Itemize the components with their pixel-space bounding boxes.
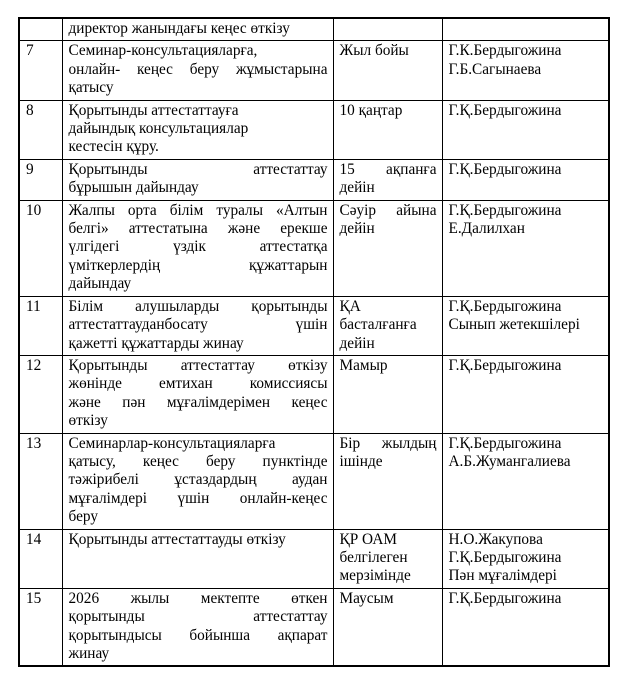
text-line: басталғанға [339, 316, 417, 334]
text-line: белгі» аттестатына және ерекше [68, 220, 328, 238]
row-number-cell: 11 [19, 296, 62, 355]
text-line: дайындау [68, 275, 132, 293]
text-line: Г.Қ.Бердыгожина [448, 434, 562, 452]
text-line: Г.Қ.Бердыгожина [448, 101, 562, 119]
text-line: беру [68, 508, 98, 526]
responsible-persons-cell [442, 41, 609, 100]
text-line: Жалпы орта білім туралы «Алтын [68, 201, 328, 219]
text-line: Пән мұғалімдері [448, 567, 557, 585]
row-number-cell: 15 [19, 588, 62, 666]
text-line: директор жанындағы кеңес өткізу [68, 20, 290, 37]
text-line: Жыл бойы [339, 42, 409, 60]
text-line: дайындық консультациялар [68, 120, 249, 138]
text-line: 10 қаңтар [339, 101, 403, 119]
responsible-persons-cell [442, 433, 609, 529]
table-row [19, 529, 609, 588]
row-number-cell: 8 [19, 100, 62, 159]
table-row [19, 296, 609, 355]
text-line: 15 ақпанға [339, 160, 437, 178]
timeframe-cell [333, 159, 442, 200]
text-line: аттестаттауданбосату үшін [68, 316, 328, 334]
text-line: Қорытынды аттестаттау [68, 160, 328, 178]
text-line: Г.К.Бердыгожина [448, 42, 562, 60]
text-line: дейін [339, 334, 375, 352]
text-line: онлайн- кеңес беру жұмыстарына [68, 60, 328, 78]
text-line: Қорытынды аттестаттауды өткізу [68, 530, 286, 548]
task-description-cell [62, 355, 333, 433]
text-line: Семинар-консультацияларға, [68, 42, 258, 60]
row-number-cell: 9 [19, 159, 62, 200]
text-line: кестесін құру. [68, 138, 159, 156]
text-line: мұғалімдері үшін онлайн-кеңес [68, 489, 328, 507]
text-line: Г.Қ.Бердыгожина [448, 160, 562, 178]
task-description-cell [62, 100, 333, 159]
text-line: Маусым [339, 589, 394, 607]
responsible-persons-cell [442, 18, 609, 41]
text-line: Г.Қ.Бердыгожина [448, 297, 562, 315]
timeframe-cell [333, 433, 442, 529]
text-line: Г.Қ.Бердыгожина [448, 201, 562, 219]
responsible-persons-cell [442, 296, 609, 355]
row-number-cell: 12 [19, 355, 62, 433]
table-row [19, 433, 609, 529]
text-line: ішінде [339, 452, 383, 470]
responsible-persons-cell [442, 200, 609, 296]
text-line: Г.Б.Сагынаева [448, 60, 542, 78]
timeframe-cell [333, 529, 442, 588]
table-row [19, 100, 609, 159]
timeframe-cell [333, 588, 442, 666]
text-line: өткізу [68, 412, 108, 430]
text-line: үміткерлердің құжаттарын [68, 256, 328, 274]
task-description-cell [62, 588, 333, 666]
responsible-persons-cell [442, 355, 609, 433]
table-row [19, 41, 609, 100]
table-row [19, 200, 609, 296]
text-line: қорытындысы бойынша ақпарат [68, 626, 328, 644]
text-line: Білім алушыларды қорытынды [68, 297, 328, 315]
task-description-cell [62, 200, 333, 296]
text-line: мерзімінде [339, 567, 411, 585]
text-line: қорытынды аттестаттау [68, 608, 328, 626]
table-row [19, 588, 609, 666]
text-line: Сәуір айына [339, 201, 437, 219]
responsible-persons-cell [442, 100, 609, 159]
task-description-cell [62, 433, 333, 529]
text-line: Қорытынды аттестаттау өткізу [68, 356, 328, 374]
text-line: және пән мұғалімдерімен кеңес [68, 393, 328, 411]
text-line: Г.Қ.Бердыгожина [448, 356, 562, 374]
row-number-cell: 13 [19, 433, 62, 529]
responsible-persons-cell [442, 588, 609, 666]
text-line: Бір жылдың [339, 434, 437, 452]
text-line: Қорытынды аттестаттауға [68, 101, 239, 119]
task-description-cell [62, 18, 333, 41]
timeframe-cell [333, 18, 442, 41]
table-row [19, 159, 609, 200]
text-line: Е.Далилхан [448, 220, 525, 238]
timeframe-cell [333, 355, 442, 433]
text-line: Мамыр [339, 356, 388, 374]
text-line: А.Б.Жумангалиева [448, 452, 571, 470]
row-number-cell [19, 18, 62, 41]
task-description-cell [62, 159, 333, 200]
text-line: белгілеген [339, 548, 408, 566]
text-line: Н.О.Жакупова [448, 530, 543, 548]
table-row [19, 18, 609, 41]
text-line: ҚА [339, 297, 361, 315]
timeframe-cell [333, 200, 442, 296]
text-line: дейін [339, 220, 375, 238]
task-description-cell [62, 41, 333, 100]
timeframe-cell [333, 100, 442, 159]
timeframe-cell [333, 41, 442, 100]
text-line: Сынып жетекшілері [448, 316, 580, 334]
text-line: үлгідегі үздік аттестатқа [68, 238, 328, 256]
timeframe-cell [333, 296, 442, 355]
task-description-cell [62, 529, 333, 588]
text-line: Семинарлар-консультацияларға [68, 434, 276, 452]
responsible-persons-cell [442, 159, 609, 200]
plan-table-body [19, 18, 609, 666]
row-number-cell: 7 [19, 41, 62, 100]
row-number-cell: 10 [19, 200, 62, 296]
text-line: қажетті құжаттарды жинау [68, 334, 244, 352]
text-line: жөнінде емтихан комиссиясы [68, 375, 328, 393]
text-line: тәжірибелі ұстаздардың аудан [68, 471, 328, 489]
text-line: ҚР ОАМ [339, 530, 397, 548]
text-line: 2026 жылы мектепте өткен [68, 589, 328, 607]
text-line: қатысу [68, 79, 114, 97]
text-line: бұрышын дайындау [68, 179, 199, 197]
responsible-persons-cell [442, 529, 609, 588]
task-description-cell [62, 296, 333, 355]
text-line: Г.Қ.Бердыгожина [448, 548, 562, 566]
attestation-plan-table [18, 17, 610, 667]
table-row [19, 355, 609, 433]
text-line: дейін [339, 179, 375, 197]
text-line: жинау [68, 645, 110, 662]
row-number-cell: 14 [19, 529, 62, 588]
text-line: Г.Қ.Бердыгожина [448, 589, 562, 607]
text-line: қатысу, кеңес беру пунктінде [68, 452, 328, 470]
